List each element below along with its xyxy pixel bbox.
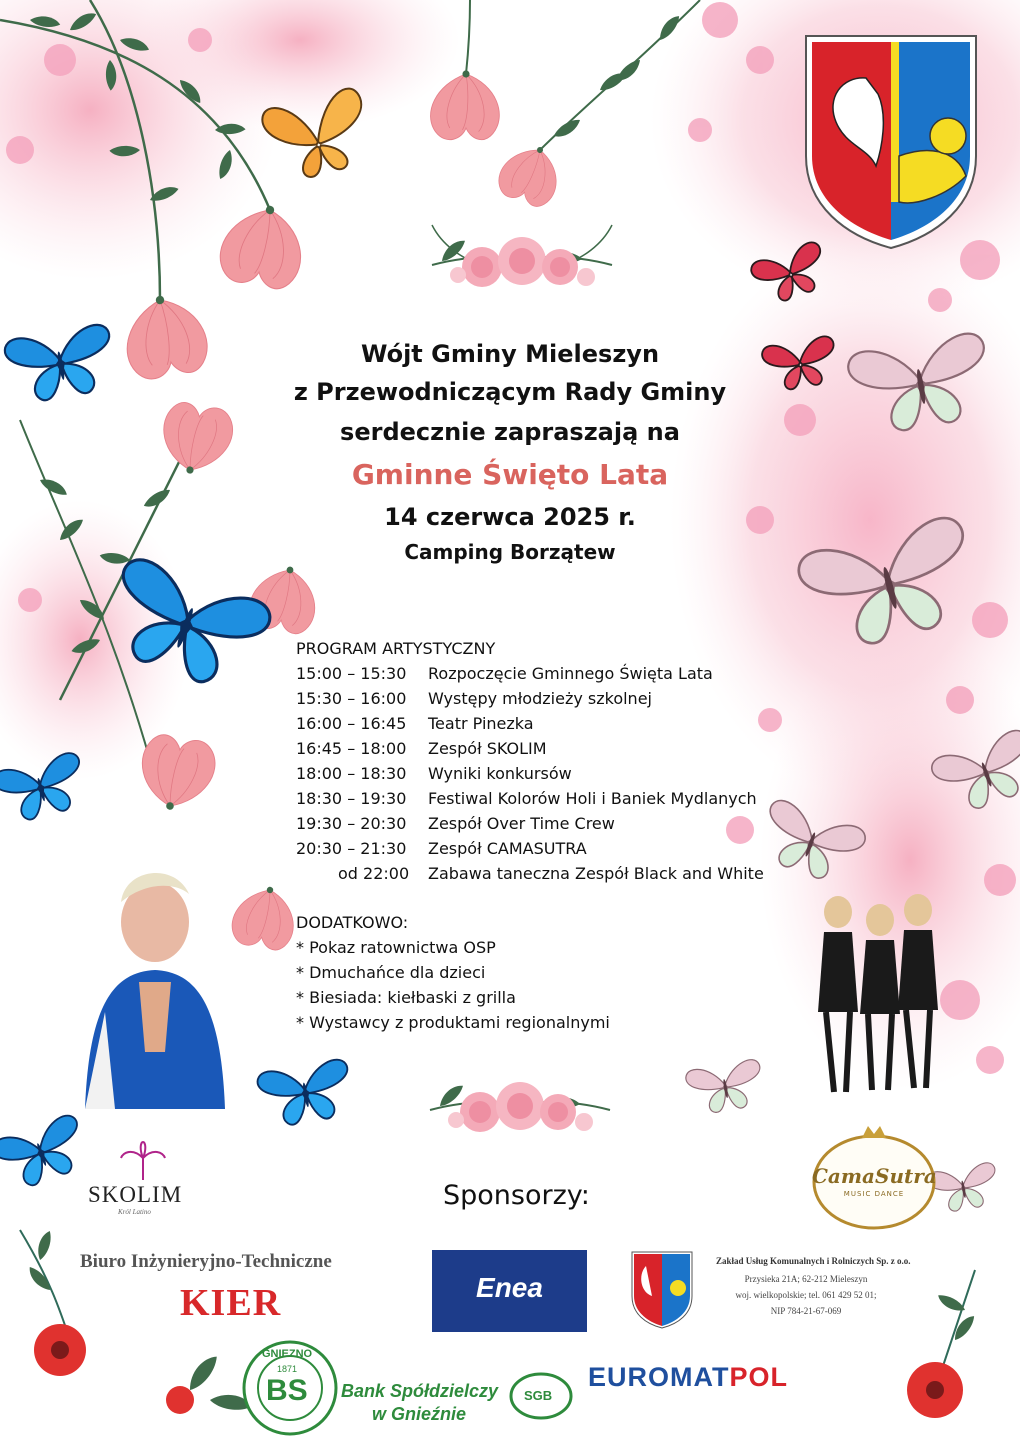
program-event: Występy młodzieży szkolnej (428, 689, 652, 708)
zaklad-contact: woj. wielkopolskie; tel. 061 429 52 01; (735, 1290, 877, 1300)
enea-name: Enea (476, 1272, 543, 1303)
extras-item: * Biesiada: kiełbaski z grilla (296, 988, 516, 1007)
program-row (296, 836, 764, 861)
extras-heading: DODATKOWO: (296, 913, 409, 932)
program-time: 15:00 – 15:30 (296, 664, 407, 683)
program-time: 19:30 – 20:30 (296, 814, 407, 833)
extras-item: * Wystawcy z produktami regionalnymi (296, 1013, 610, 1032)
bank-badge-mark: BS (266, 1374, 308, 1407)
enea-logo (432, 1250, 587, 1332)
extras-item: * Dmuchańce dla dzieci (296, 963, 486, 982)
program-row (296, 711, 764, 736)
program-heading: PROGRAM ARTYSTYCZNY (296, 639, 496, 658)
euromatpol-name (588, 1362, 788, 1393)
invitation-line-2: z Przewodniczącym Rady Gminy (293, 378, 727, 406)
program-event: Rozpoczęcie Gminnego Święta Lata (428, 664, 713, 683)
euromatpol-part-1: EURO (588, 1362, 671, 1392)
skolim-tagline: Król Latino (118, 1208, 151, 1216)
program-event: Wyniki konkursów (428, 764, 572, 783)
program-event: Zespół SKOLIM (428, 739, 547, 758)
skolim-logo: SKOLIM (88, 1182, 183, 1207)
zaklad-address: Przysieka 21A; 62-212 Mieleszyn (744, 1274, 868, 1284)
program-time: 20:30 – 21:30 (296, 839, 407, 858)
bank-name-line-2: w Gnieźnie (372, 1404, 467, 1424)
program-event: Zespół CAMASUTRA (428, 839, 587, 858)
program-event: Festiwal Kolorów Holi i Baniek Mydlanych (428, 789, 757, 808)
program-section (296, 636, 764, 886)
camasutra-tagline: MUSIC DANCE (843, 1190, 905, 1198)
program-row (296, 736, 764, 761)
program-time: 18:00 – 18:30 (296, 764, 407, 783)
sgb-logo: SGB (524, 1388, 553, 1403)
euromatpol-logo (586, 1334, 836, 1440)
program-time: 18:30 – 19:30 (296, 789, 407, 808)
program-row (296, 686, 764, 711)
invitation-line-3: serdecznie zapraszają na (340, 418, 680, 446)
program-time: 16:45 – 18:00 (296, 739, 407, 758)
program-time: 16:00 – 16:45 (296, 714, 407, 733)
camasutra-name: CamaSutra (812, 1164, 937, 1188)
euromatpol-part-3: POL (729, 1362, 789, 1392)
program-row (296, 811, 764, 836)
zaklad-name: Zakład Usług Komunalnych i Rolniczych Sp. z o.o. (716, 1256, 911, 1266)
coat-of-arms (806, 36, 976, 248)
program-event: Zabawa taneczna Zespół Black and White (428, 864, 764, 883)
program-row (296, 661, 764, 686)
zaklad-nip: NIP 784-21-67-069 (770, 1306, 842, 1316)
program-event: Zespół Over Time Crew (428, 814, 615, 833)
program-time: od 22:00 (338, 864, 410, 883)
program-time: 15:30 – 16:00 (296, 689, 407, 708)
invitation-line-1: Wójt Gminy Mieleszyn (360, 340, 660, 368)
event-name: Gminne Święto Lata (351, 458, 669, 491)
extras-section (296, 910, 610, 1035)
program-row (296, 761, 764, 786)
sponsors-title: Sponsorzy: (443, 1180, 590, 1211)
bank-badge-year: 1871 (277, 1364, 298, 1374)
extras-item: * Pokaz ratownictwa OSP (296, 938, 496, 957)
kier-subtitle: Biuro Inżynieryjno-Techniczne (80, 1251, 332, 1272)
event-location: Camping Borzątew (404, 540, 616, 564)
program-event: Teatr Pinezka (428, 714, 534, 733)
bank-badge-top: GNIEZNO (262, 1348, 313, 1360)
euromatpol-part-2: MAT (670, 1362, 730, 1392)
camasutra-logo (812, 1132, 936, 1232)
bank-name-line-1: Bank Spółdzielczy (341, 1381, 499, 1401)
program-row (296, 786, 764, 811)
event-date: 14 czerwca 2025 r. (384, 503, 636, 531)
kier-logo: KIER (180, 1282, 282, 1324)
program-row (296, 861, 764, 886)
